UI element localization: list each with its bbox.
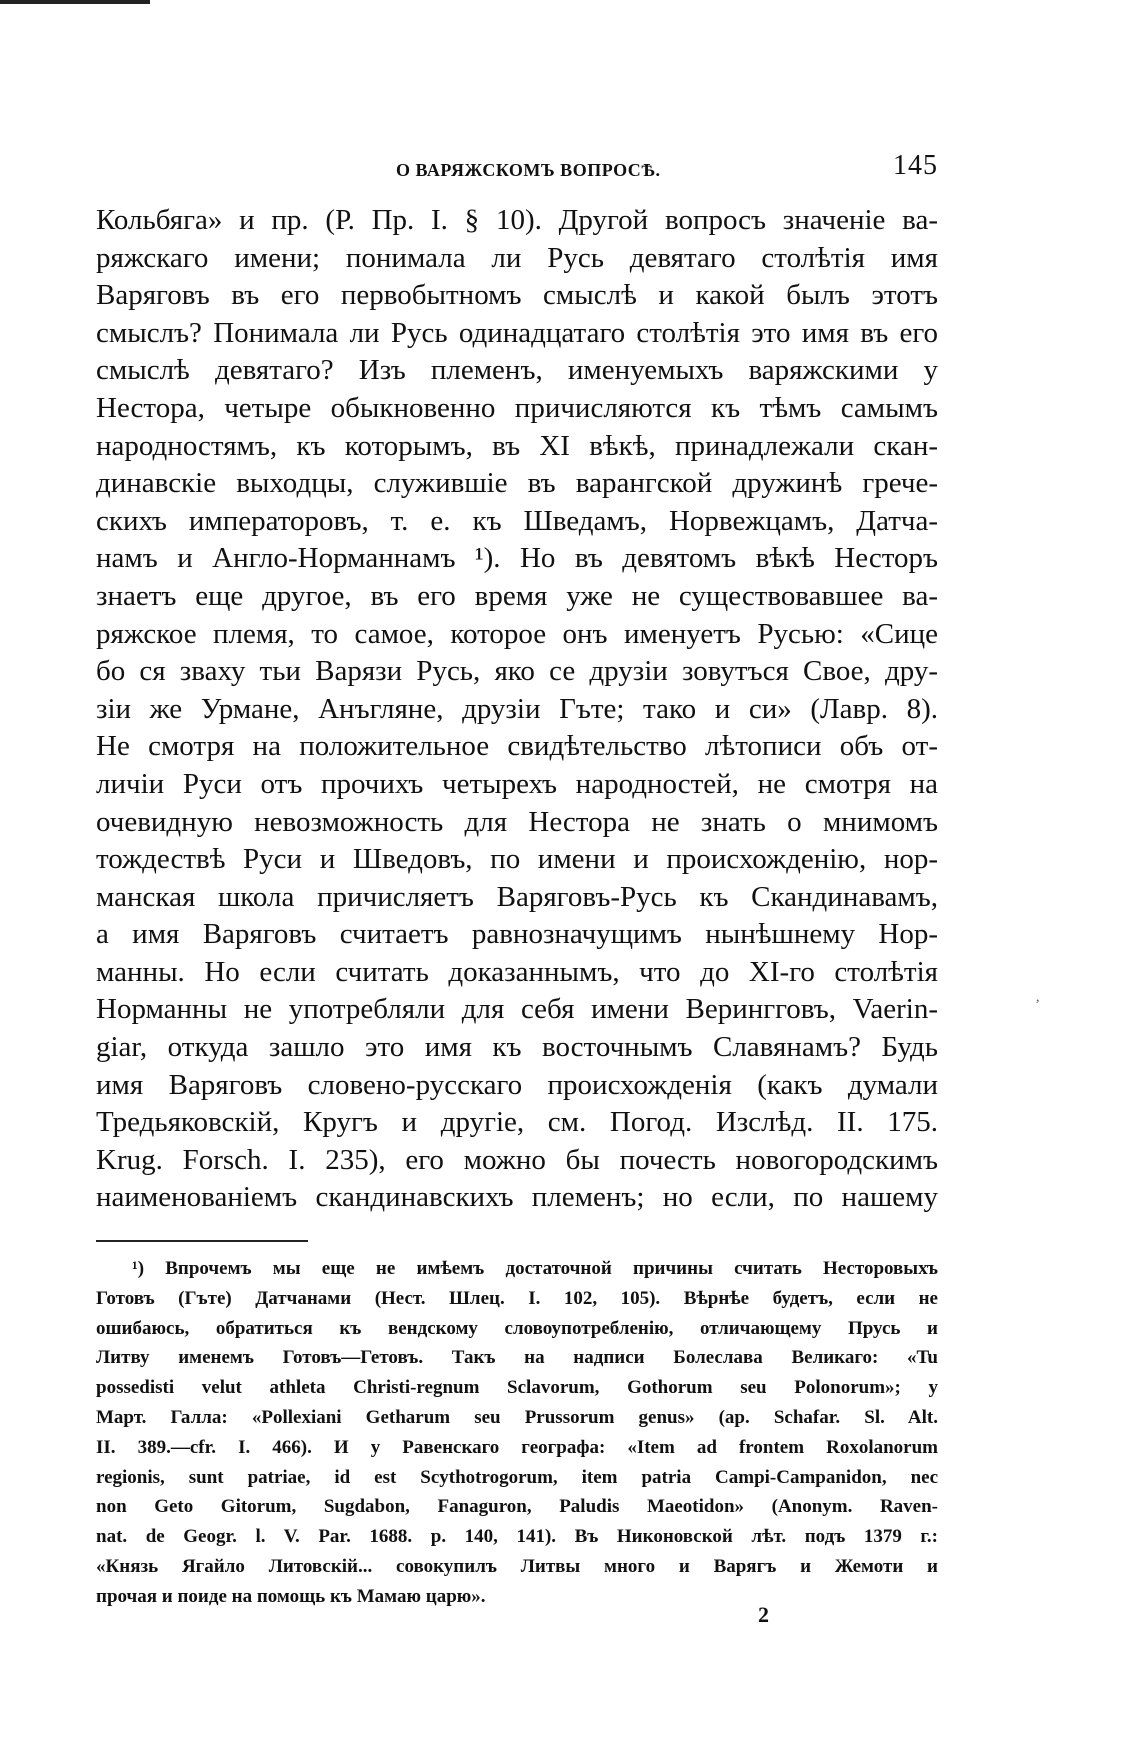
text-line: личіи Руси отъ прочихъ четырехъ народностей, не смотря на <box>96 767 938 800</box>
text-line: Тредьяковскій, Кругъ и другіе, см. Погод. Изслѣд. II. 175. <box>96 1106 938 1139</box>
text-line: смыслѣ девятаго? Изъ племенъ, именуемыхъ варяжскими у <box>96 354 938 387</box>
top-edge-rule <box>0 0 150 4</box>
text-line: имя Варяговъ словено-русскаго происхожденія (какъ думали <box>96 1068 938 1101</box>
text-line: Норманны не употребляли для себя имени Верингговъ, Vaerin- <box>96 993 938 1026</box>
footnote-line: II. 389.—cfr. I. 466). И у Равенскаго географа: «Item ad frontem Roxolanorum <box>96 1436 938 1458</box>
text-line: Нестора, четыре обыкновенно причисляются къ тѣмъ самымъ <box>96 391 938 424</box>
main-text <box>96 202 938 1217</box>
text-line: намъ и Англо-Норманнамъ ¹). Но въ девятомъ вѣкѣ Несторъ <box>96 542 938 575</box>
running-head: О ВАРЯЖСКОМЪ ВОПРОСѢ. <box>396 160 661 180</box>
text-line: giar, откуда зашло это имя къ восточнымъ Славянамъ? Будь <box>96 1031 938 1064</box>
text-line: бо ся зваху тьи Варязи Русь, яко се друзіи зовутъся Свое, дру- <box>96 655 938 688</box>
footnote-line: ошибаюсь, обратиться къ вендскому словоупотребленію, отличающему Прусь и <box>96 1317 938 1339</box>
text-line: тождествѣ Руси и Шведовъ, по имени и происхожденію, нор- <box>96 843 938 876</box>
text-line: ряжское племя, то самое, которое онъ именуетъ Русью: «Сице <box>96 617 938 650</box>
text-line: зіи же Урмане, Анъгляне, друзіи Гъте; тако и си» (Лавр. 8). <box>96 692 938 725</box>
text-line: динавскіе выходцы, служившіе въ варангской дружинѣ грече- <box>96 467 938 500</box>
footnote-line: non Geto Gitorum, Sugdabon, Fanaguron, Paludis Maeotidon» (Anonym. Raven- <box>96 1496 938 1518</box>
footnote-line: «Князь Ягайло Литовскій... совокупилъ Литвы много и Варягъ и Жемоти и <box>96 1555 938 1577</box>
footnote-line: Литву именемъ Готовъ—Гетовъ. Такъ на надписи Болеслава Великаго: «Tu <box>96 1347 938 1369</box>
footnote-block <box>96 1254 938 1612</box>
footnote-line: nat. de Geogr. l. V. Par. 1688. p. 140, 141). Въ Никоновской лѣт. подъ 1379 г.: <box>96 1526 938 1548</box>
text-line: очевидную невозможность для Нестора не знать о мнимомъ <box>96 805 938 838</box>
page-header <box>96 150 938 190</box>
text-line: смыслъ? Понимала ли Русь одинадцатаго столѣтія это имя въ его <box>96 316 938 349</box>
text-line: знаетъ еще другое, въ его время уже не существовавшее ва- <box>96 579 938 612</box>
text-line: а имя Варяговъ считаетъ равнозначущимъ нынѣшнему Нор- <box>96 918 938 951</box>
text-line: ряжскаго имени; понимала ли Русь девятаго столѣтія имя <box>96 241 938 274</box>
page-number: 145 <box>893 150 938 181</box>
text-line: манны. Но если считать доказаннымъ, что до XI-го столѣтія <box>96 955 938 988</box>
footnote-line: Март. Галла: «Pollexiani Getharum seu Prussorum genus» (ap. Schafar. Sl. Alt. <box>96 1406 938 1428</box>
text-line: Кольбяга» и пр. (Р. Пр. I. § 10). Другой вопросъ значеніе ва- <box>96 204 938 236</box>
signature-mark: 2 <box>758 1602 769 1627</box>
footnote-line: ¹) Впрочемъ мы еще не имѣемъ достаточной причины считать Несторовыхъ <box>132 1258 938 1279</box>
footnote-line: Готовъ (Гъте) Датчанами (Нест. Шлец. I. 102, 105). Вѣрнѣе будетъ, если не <box>96 1287 938 1309</box>
footnote-line: regionis, sunt patriae, id est Scythotrogorum, item patria Campi-Campanidon, nec <box>96 1466 938 1488</box>
text-line: скихъ императоровъ, т. е. къ Шведамъ, Норвежцамъ, Датча- <box>96 504 938 537</box>
text-line: наименованіемъ скандинавскихъ племенъ; но если, по нашему <box>96 1181 938 1214</box>
text-line: Не смотря на положительное свидѣтельство лѣтописи объ от- <box>96 730 938 763</box>
footnote-line: possedisti velut athleta Christi-regnum Sclavorum, Gothorum seu Polonorum»; у <box>96 1377 938 1399</box>
text-line: Krug. Forsch. I. 235), его можно бы почесть новогородскимъ <box>96 1143 938 1176</box>
text-line: манская школа причисляетъ Варяговъ-Русь къ Скандинавамъ, <box>96 880 938 913</box>
text-line: народностямъ, къ которымъ, въ XI вѣкѣ, принадлежали скан- <box>96 429 938 462</box>
footnote-separator <box>96 1240 308 1242</box>
margin-speck: , <box>1036 990 1040 1005</box>
text-line: Варяговъ въ его первобытномъ смыслѣ и какой былъ этотъ <box>96 279 938 312</box>
footnote-line: прочая и поиде на помощь къ Мамаю царю». <box>96 1585 486 1607</box>
